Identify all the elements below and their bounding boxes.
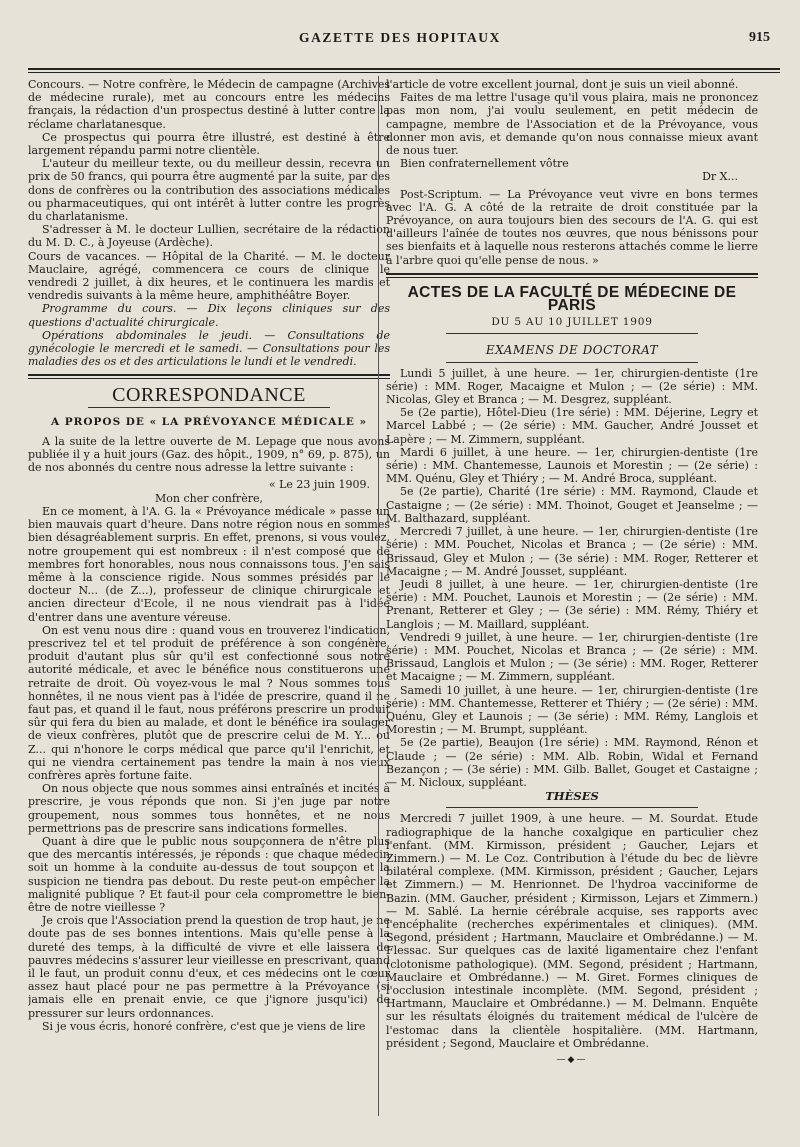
end-ornament: —◆— [556,1055,588,1066]
notice-operations: Opérations abdominales le jeudi. — Consultations de gynécologie le mercredi et le samedi. — Consultations pour les maladies des os et des articulations le lundi et le vendredi. [28,328,390,369]
heading-underline [446,333,698,334]
letter-continued: l'article de votre excellent journal, dont je suis un vieil abonné. [386,78,739,91]
section-divider [28,374,390,379]
journal-title: GAZETTE DES HOPITAUX [298,30,502,45]
examens-heading: EXAMENS DE DOCTORAT [485,343,659,358]
letter-paragraph: Faites de ma lettre l'usage qu'il vous plaira, mais ne prononcez pas mon nom, j'ai voulu seulement, en petit médecin de campagne, membre de l'Association et de la Prévoyance, vous donner mon avis, et demande qu'on nous connaisse mieux avant de nous tuer. [386,91,758,158]
header-rule [28,68,780,73]
letter-paragraph: Si je vous écris, honoré confrère, c'est que je viens de lire [42,1019,366,1033]
letter-subheading: A PROPOS DE « LA PRÉVOYANCE MÉDICALE » [50,415,368,428]
heading-underline [446,807,698,808]
notice-prize: L'auteur du meilleur texte, ou du meilleur dessin, recevra un prix de 50 francs, qui pourra être augmenté par la suite, par des dons de confrères ou la contribution des associations médicales ou pharmaceutiques, qui ont intérêt à lutter contre les progrès du charlatanisme. [28,157,390,224]
theses-heading: THÈSES [545,789,599,804]
running-head [0,30,800,52]
column-divider [378,76,379,1116]
notice-concours: Concours. — Notre confrère, le Médecin de campagne (Archives de médecine rurale), met au concours entre les médecins français, la rédaction d'un prospectus destiné à lutter contre la réclame charlatanesque. [28,78,390,131]
letter-closing: Bien confraternellement vôtre [400,157,569,171]
exam-entry: Mardi 6 juillet, à une heure. — 1er, chirurgien-dentiste (1re série) : MM. Chantemesse, Launois et Morestin ; — (2e série) : MM. Quénu, Gley et Thiéry ; — M. André Broca, suppléant. [386,445,758,486]
exam-entry: Vendredi 9 juillet, à une heure. — 1er, chirurgien-dentiste (1re série) : MM. Pouchet, Nicolas et Branca ; — (2e série) : MM. Brissaud, Langlois et Mulon ; — (3e série) : MM. Roger, Retterer et Macaigne ; — M. Zimmern, suppléant. [386,630,758,684]
notice-address: S'adresser à M. le docteur Lullien, secrétaire de la rédaction du M. D. C., à Joyeuse (Ardèche). [28,223,390,250]
correspondance-heading: CORRESPONDANCE [112,384,306,407]
notice-cours-vacances: Cours de vacances. — Hôpital de la Charité. — M. le docteur Mauclaire, agrégé, commencera ce cours de clinique le vendredi 2 juillet, à dix heures, et le continuera les mardis et vendredis suivants à la même heure, amphithéâtre Boyer. [28,249,390,303]
exam-entry: Mercredi 7 juillet, à une heure. — 1er, chirurgien-dentiste (1re série) : MM. Pouchet, Nicolas et Branca ; — (2e série) : MM. Brissaud, Gley et Mulon ; — (3e série) : MM. Roger, Retterer et Macaigne ; — M. André Jousset, suppléant. [386,525,758,578]
letter-salutation: Mon cher confrère, [155,491,263,505]
heading-underline [446,362,698,363]
exam-entry: Samedi 10 juillet, à une heure. — 1er, chirurgien-dentiste (1re série) : MM. Chantemesse, Retterer et Thiéry ; — (2e série) : MM. Quénu, Gley et Launois ; — (3e série) : MM. Rémy, Langlois et Morestin ; — M. Brumpt, suppléant. [386,683,758,737]
exam-entry: 5e (2e partie), Charité (1re série) : MM. Raymond, Claude et Castaigne ; — (2e série) : MM. Thoinot, Gouget et Jeanselme ; — M. Balthazard, suppléant. [386,485,758,525]
letter-paragraph: En ce moment, à l'A. G. la « Prévoyance médicale » passe un bien mauvais quart d'heure. Dans notre région nous en sommes bien désagréablement surpris. En effet, prenons, si vous voulez, notre groupement qui est nombreux : il n'est composé que de membres fort honorables, nous nous connaissons tous. J'en sais même à la conscience rigide. Nous sommes présidés par le docteur N... (de Z...), professeur de clinique chirurgicale et ancien directeur d'Ecole, il ne nous viendrait pas à l'idée d'entrer dans une aventure véreuse. [28,504,390,624]
section-divider [386,273,758,278]
exam-entry: 5e (2e partie), Hôtel-Dieu (1re série) : MM. Déjerine, Legry et Marcel Labbé ; — (2e série) : MM. Gaucher, André Jousset et Lapère ; — M. Zimmern, suppléant. [386,406,758,446]
exam-entry: Lundi 5 juillet, à une heure. — 1er, chirurgien-dentiste (1re série) : MM. Roger, Macaigne et Mulon ; — (2e série) : MM. Nicolas, Gley et Branca ; — M. Desgrez, suppléant. [386,366,758,407]
exam-entry: 5e (2e partie), Beaujon (1re série) : MM. Raymond, Rénon et Claude ; — (2e série) : MM. Alb. Robin, Widal et Fernand Bezançon ; — (3e série) : MM. Gilb. Ballet, Gouget et Castaigne ; — M. Nicloux, suppléant. [386,736,758,789]
faculte-heading: ACTES DE LA FACULTÉ DE MÉDECINE DE PARIS [407,283,737,315]
theses-entry: Mercredi 7 juillet 1909, à une heure. — M. Sourdat. Etude radiographique de la hanche coxalgique en particulier chez l'enfant. (MM. Kirmisson, président ; Gaucher, Lejars et Zimmern.) — M. Le Coz. Contribution à l'étude du bec de lièvre bilatéral complexe. (MM. Kirmisson, président ; Gaucher, Lejars et Zimmern.) — M. Henrionnet. De l'hydroa vacciniforme de Bazin. (MM. Gaucher, président ; Kirmisson, Lejars et Zimmern.) — M. Sablé. La hernie cérébrale acquise, ses rapports avec l'encéphalite (recherches expérimentales et cliniques). (MM. Segond, président ; Hartmann, Mauclaire et Ombrédanne.) — M. Flessac. Sur quelques cas de laxité ligamentaire chez l'enfant (clotonisme pathologique). (MM. Segond, président ; Hartmann, Mauclaire et Ombrédanne.) — M. Giret. Formes cliniques de l'occlusion intestinale incomplète. (MM. Segond, président ; Hartmann, Mauclaire et Ombrédanne.) — M. Delmann. Enquête sur les résultats éloignés du traitement médical de l'ulcère de l'estomac dans la clientèle hospitalière. (MM. Hartmann, président ; Segond, Mauclaire et Ombrédanne. [386,812,758,1050]
page-number: 915 [749,30,770,45]
exam-entry: Jeudi 8 juillet, à une heure. — 1er, chirurgien-dentiste (1re série) : MM. Pouchet, Launois et Morestin ; — (2e série) : MM. Prenant, Retterer et Gley ; — (3e série) : MM. Rémy, Thiéry et Langlois ; — M. Maillard, suppléant. [386,577,758,631]
notice-prospectus: Ce prospectus qui pourra être illustré, est destiné à être largement répandu parmi notre clientèle. [28,130,390,158]
letter-postscript: Post-Scriptum. — La Prévoyance veut vivre en bons termes avec l'A. G. A côté de la retraite de droit constituée par la Prévoyance, on aura toujours bien des secours de l'A. G. qui est d'ailleurs l'aînée de toutes nos œuvres, que nous bénissons pour ses bienfaits et à laquelle nous resterons attachés comme le lierre à l'arbre quoi qu'elle pense de nous. » [386,187,758,267]
heading-underline [88,407,330,408]
notice-programme: Programme du cours. — Dix leçons cliniques sur des questions d'actualité chirurgicale. [28,302,390,329]
letter-paragraph: On nous objecte que nous sommes ainsi entraînés et incités à prescrire, je vous réponds que non. Si j'en juge par notre groupement, nous sommes tous honnêtes, et ne nous permettrions pas de prescrire sans indications formelles. [28,782,390,835]
right-column [386,78,758,1138]
letter-date: « Le 23 juin 1909. [268,478,370,492]
letter-paragraph: Quant à dire que le public nous soupçonnera de n'être plus que des mercantis intéressés, je réponds : que chaque médecin soit un homme à la conduite au-dessus de tout soupçon et la suspicion ne tiendra pas debout. Du reste peut-on empêcher la malignité publique ? Et faut-il pour cela compromettre le bien-être de notre vieillesse ? [28,834,390,914]
faculte-dates: DU 5 AU 10 JUILLET 1909 [491,316,653,329]
letter-paragraph: Je crois que l'Association prend la question de trop haut, je ne doute pas de ses bonnes intentions. Mais qu'elle pense à la dureté des temps, à la difficulté de vivre et elle laissera de pauvres médecins s'assurer leur vieillesse en prescrivant, quand il le faut, un produit connu d'eux, et ces médecins ont le cœur assez haut placé pour ne pas permettre à la Prévoyance (si jamais elle en prenait envie, ce que j'ignore jusqu'ici) de pressurer sur leurs ordonnances. [28,914,390,1020]
left-column [28,78,390,1138]
letter-intro: A la suite de la lettre ouverte de M. Lepage que nous avons publiée il y a huit jours (Gaz. des hôpit., 1909, n° 69, p. 875), un de nos abonnés du centre nous adresse la lettre suivante : [28,434,390,475]
letter-signature: Dr X... [702,170,738,184]
letter-paragraph: On est venu nous dire : quand vous en trouverez l'indication, prescrivez tel et tel produit de préférence à son congénère, produit d'autant plus sûr qu'il est confectionné sous notre autorité médicale, et avec le bénéfice nous constituerons une retraite de droit. Où voyez-vous le mal ? Nous sommes tous honnêtes, il ne nous vient pas à l'idée de prescrire, quand il ne faut pas, et quand il le faut, nous préférons prescrire un produit sûr qui fera du bien au malade, et dont le bénéfice ira soulager de vieux confrères, plutôt que de prescrire celui de M. Y... ou Z... qui n'honore le corps médical que parce qu'il l'enrichit, et qui ne viendra certainement pas tendre la main à nos vieux confrères après fortune faite. [28,623,390,782]
